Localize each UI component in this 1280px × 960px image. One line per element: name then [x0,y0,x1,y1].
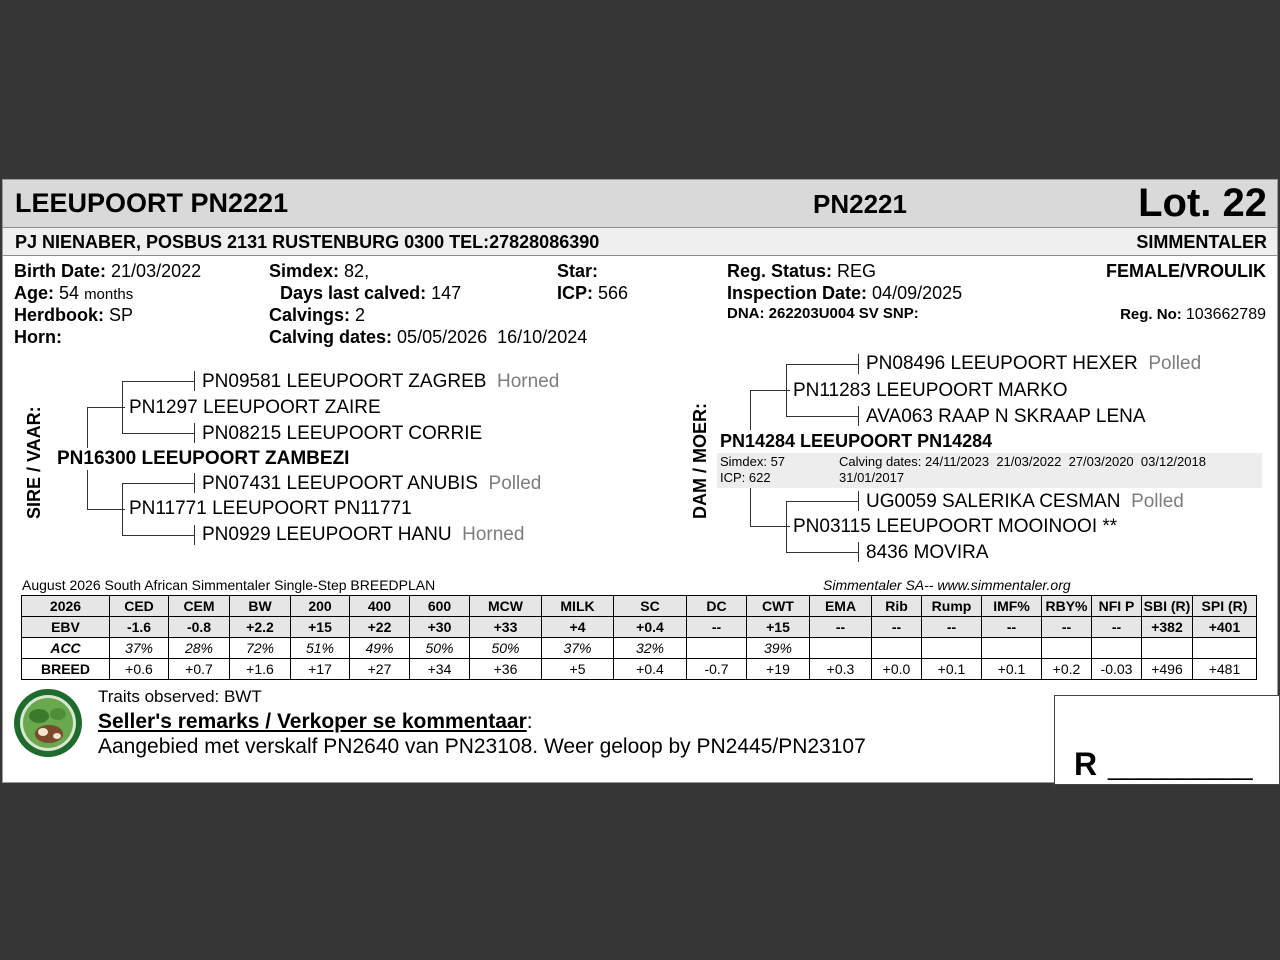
society-logo-icon [13,688,83,758]
dna-info: DNA: 262203U004 SV SNP: [727,305,919,322]
dam-bracket-top [750,390,751,430]
connector [786,501,859,502]
connector [194,473,195,493]
ebv-cell: -- [1092,617,1142,638]
sire-label: SIRE / VAAR: [24,406,44,519]
price-currency: R [1074,746,1098,782]
headers-cell: RBY% [1042,596,1092,617]
headers-cell: Rump [922,596,982,617]
breed-cell: +0.1 [922,659,982,680]
acc-cell: 37% [110,638,169,659]
acc-cell [922,638,982,659]
calvings: Calvings: 2 [269,305,366,325]
headers-cell: MILK [542,596,614,617]
ebv-cell: -- [687,617,747,638]
breedplan-breed-row [22,659,1257,680]
ebv-cell: -- [810,617,872,638]
horn: Horn: [14,327,62,347]
headers-cell: IMF% [982,596,1042,617]
icp: ICP: 566 [557,283,629,303]
connector [858,491,859,511]
dam-bracket-bottom [750,488,751,526]
headers-cell: SPI (R) [1193,596,1257,617]
reg-no: Reg. No: 103662789 [1120,306,1266,323]
ebv-cell: +2.2 [230,617,291,638]
acc-cell: 50% [470,638,542,659]
connector [858,354,859,374]
breed-cell: -0.03 [1092,659,1142,680]
headers-cell: 600 [410,596,470,617]
dam-simdex: Simdex: 57 [720,454,786,469]
acc-cell [1142,638,1193,659]
acc-cell: 49% [350,638,410,659]
animal-name: LEEUPOORT PN2221 [15,188,289,218]
breed-cell: +17 [291,659,350,680]
sire-dam-sire: PN07431 LEEUPOORT ANUBIS Polled [202,473,542,494]
acc-cell [872,638,922,659]
connector [858,542,859,562]
acc-cell: 50% [410,638,470,659]
dam-dam-dam: 8436 MOVIRA [866,542,989,563]
birth-date: Birth Date: 21/03/2022 [14,261,202,281]
breed-cell: +5 [542,659,614,680]
headers-cell: CEM [169,596,230,617]
breedplan-ebv-row [22,617,1257,638]
breed-cell: BREED [22,659,110,680]
sire-dam: PN11771 LEEUPOORT PN11771 [129,498,412,519]
headers-cell: SBI (R) [1142,596,1193,617]
dam-sire-bracket [786,364,787,416]
headers-cell: 2026 [22,596,110,617]
breed-name: SIMMENTALER [1136,232,1267,252]
ebv-cell: EBV [22,617,110,638]
ebv-cell: -0.8 [169,617,230,638]
breed-cell: +0.7 [169,659,230,680]
dam-sire-dam: AVA063 RAAP N SKRAAP LENA [866,406,1146,427]
breed-cell: +27 [350,659,410,680]
connector [194,525,195,545]
star: Star: [557,261,599,281]
connector [122,483,195,484]
acc-cell: ACC [22,638,110,659]
ebv-cell: +0.4 [614,617,687,638]
dam-stats [717,453,1262,488]
breed-cell: +0.0 [872,659,922,680]
dam-dam-sire: UG0059 SALERIKA CESMAN Polled [866,491,1184,512]
breed-cell: +34 [410,659,470,680]
reg-status: Reg. Status: REG [727,261,877,281]
simdex: Simdex: 82, [269,261,370,281]
lot-number: Lot. 22 [1138,181,1267,225]
connector [122,535,195,536]
ebv-cell: -1.6 [110,617,169,638]
breed-cell: +481 [1193,659,1257,680]
connector [122,381,195,382]
dam-label: DAM / MOER: [690,403,710,519]
sire-sire-bracket [122,381,123,433]
traits-observed: Traits observed: BWT [98,687,262,706]
sire-sire: PN1297 LEEUPOORT ZAIRE [129,397,381,418]
connector [786,364,859,365]
price-blank: __________ [1108,751,1253,781]
connector [786,416,859,417]
calving-dates: Calving dates: 05/05/2026 16/10/2024 [269,327,588,347]
connector [87,509,125,510]
dam-name: PN14284 LEEUPOORT PN14284 [720,431,993,451]
title-band [3,180,1278,228]
age: Age: 54 months [14,283,134,303]
headers-cell: NFI P [1092,596,1142,617]
sire-dam-dam: PN0929 LEEUPOORT HANU Horned [202,524,525,545]
acc-cell: 39% [747,638,810,659]
breedplan-title: August 2026 South African Simmentaler Single-Step BREEDPLAN [22,577,436,593]
acc-cell: 32% [614,638,687,659]
breedplan-website: Simmentaler SA-- www.simmentaler.org [823,577,1071,593]
acc-cell [1042,638,1092,659]
headers-cell: Rib [872,596,922,617]
sire-dam-bracket [122,483,123,535]
headers-cell: CED [110,596,169,617]
breed-cell: +0.2 [1042,659,1092,680]
dam-sire: PN11283 LEEUPOORT MARKO [793,380,1068,401]
ebv-cell: +15 [747,617,810,638]
inspection-date: Inspection Date: 04/09/2025 [727,283,963,303]
sire-sire-dam: PN08215 LEEUPOORT CORRIE [202,423,483,444]
ebv-cell: +4 [542,617,614,638]
breedplan-header-row [22,596,1257,617]
sire-name: PN16300 LEEUPOORT ZAMBEZI [57,448,350,469]
sire-sire-sire: PN09581 LEEUPOORT ZAGREB Horned [202,371,560,392]
acc-cell [982,638,1042,659]
connector [858,406,859,426]
acc-cell: 72% [230,638,291,659]
dam-sire-sire: PN08496 LEEUPOORT HEXER Polled [866,353,1202,374]
ebv-cell: +15 [291,617,350,638]
headers-cell: BW [230,596,291,617]
price-box[interactable] [1054,695,1280,785]
headers-cell: EMA [810,596,872,617]
acc-cell: 51% [291,638,350,659]
headers-cell: CWT [747,596,810,617]
ebv-cell: +22 [350,617,410,638]
breed-cell: -0.7 [687,659,747,680]
connector [194,423,195,443]
breed-cell: +1.6 [230,659,291,680]
ebv-cell: -- [982,617,1042,638]
headers-cell: MCW [470,596,542,617]
acc-cell [810,638,872,659]
ebv-cell: +33 [470,617,542,638]
days-last-calved: Days last calved: 147 [280,283,462,303]
breedplan-table [21,595,1257,680]
breed-cell: +0.3 [810,659,872,680]
ebv-cell: -- [1042,617,1092,638]
ebv-cell: -- [922,617,982,638]
connector [122,433,195,434]
dam-dam: PN03115 LEEUPOORT MOOINOOI ** [793,516,1118,537]
connector [786,552,859,553]
dam-calving-dates: Calving dates: 24/11/2023 21/03/2022 27/03/2020 03/12/2018 [839,454,1206,469]
breeder-address: PJ NIENABER, POSBUS 2131 RUSTENBURG 0300 TEL:27828086390 [15,232,600,252]
breed-cell: +0.1 [982,659,1042,680]
sex: FEMALE/VROULIK [1106,261,1266,281]
ebv-cell: +382 [1142,617,1193,638]
headers-cell: DC [687,596,747,617]
headers-cell: 200 [291,596,350,617]
owner-band [3,228,1278,256]
headers-cell: 400 [350,596,410,617]
connector [194,371,195,391]
acc-cell: 37% [542,638,614,659]
dam-dam-bracket [786,501,787,552]
animal-code: PN2221 [813,189,907,219]
remarks-text: Aangebied met verskalf PN2640 van PN23108. Weer geloop by PN2445/PN23107 [98,735,866,758]
breed-cell: +0.4 [614,659,687,680]
connector [750,526,790,527]
breed-cell: +36 [470,659,542,680]
breed-cell: +0.6 [110,659,169,680]
connector [750,390,790,391]
acc-cell [1193,638,1257,659]
herdbook: Herdbook: SP [14,305,134,325]
ebv-cell: -- [872,617,922,638]
dam-icp: ICP: 622 [720,470,771,485]
breed-cell: +496 [1142,659,1193,680]
ebv-cell: +401 [1193,617,1257,638]
connector [87,407,125,408]
breed-cell: +19 [747,659,810,680]
dam-calving-dates-cont: 31/01/2017 [839,470,905,485]
headers-cell: SC [614,596,687,617]
acc-cell: 28% [169,638,230,659]
ebv-cell: +30 [410,617,470,638]
acc-cell [687,638,747,659]
acc-cell [1092,638,1142,659]
remarks-heading: Seller's remarks / Verkoper se kommentaar: [98,710,533,733]
breedplan-acc-row [22,638,1257,659]
